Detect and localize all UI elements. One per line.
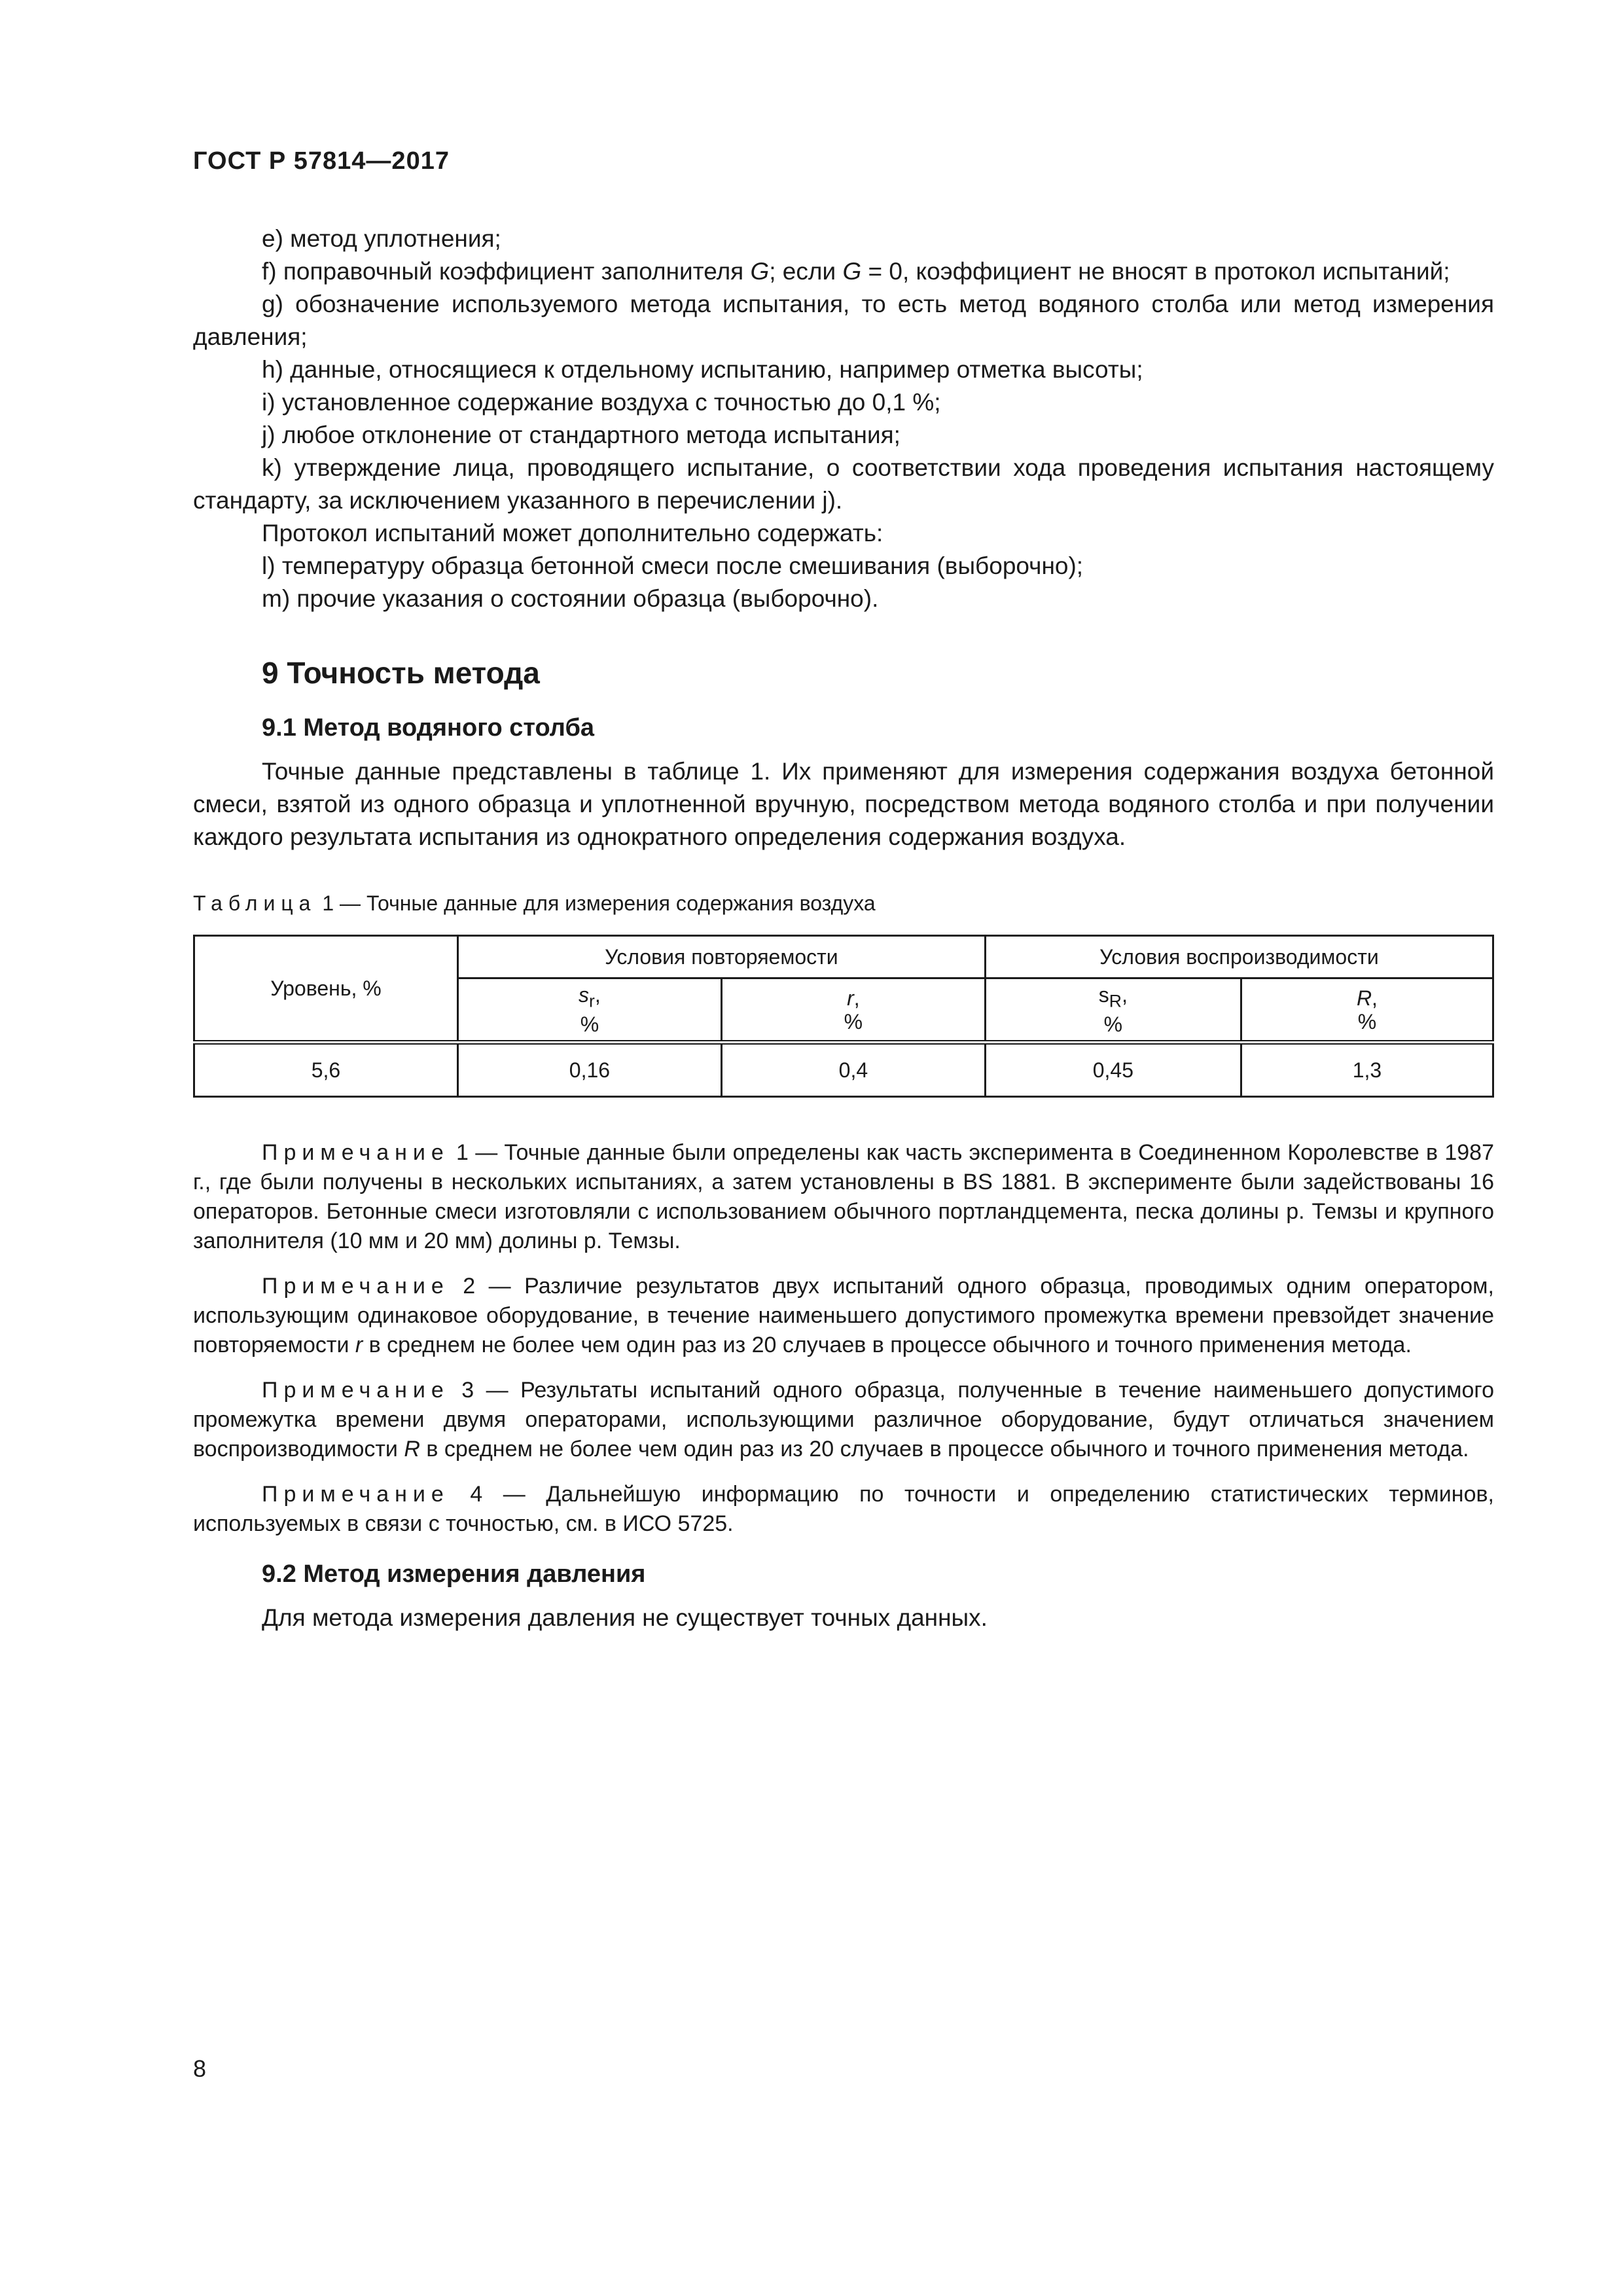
note-label: Примечание xyxy=(262,1482,450,1507)
note-label: Примечание xyxy=(262,1140,450,1166)
protocol-items-list xyxy=(193,223,1494,615)
header-repeatability: Условия повторяемости xyxy=(457,936,985,978)
cell-R: 1,3 xyxy=(1241,1043,1493,1097)
text-run: ; если xyxy=(769,258,843,285)
text-run: m) прочие указания о состоянии образца (выборочно). xyxy=(262,585,879,612)
italic-symbol: r xyxy=(355,1333,363,1358)
notes-list xyxy=(193,1138,1494,1539)
standard-header: ГОСТ Р 57814—2017 xyxy=(193,147,450,175)
note-item xyxy=(193,1480,1494,1539)
italic-symbol: R xyxy=(404,1437,420,1462)
list-item xyxy=(193,419,1494,452)
header-reproducibility: Условия воспроизводимости xyxy=(985,936,1493,978)
text-run: 1 — Точные данные были определены как часть эксперимента в Соединенном Королевстве в 1987 г., где были получены в нескольких испытаниях, а затем установлены в BS 1881. В эксперименте были задействованы 16 операторов. Бетонные смеси изготовляли с использованием обычного портландцемента, песка долины р. Темзы и крупного заполнителя (10 мм и 20 мм) долины р. Темзы. xyxy=(193,1140,1494,1254)
header-R: R, % xyxy=(1241,978,1493,1043)
note-item xyxy=(193,1376,1494,1464)
text-run: g) обозначение используемого метода испытания, то есть метод водяного столба или метод измерения давления; xyxy=(193,291,1494,350)
list-item xyxy=(193,583,1494,615)
text-run: l) температуру образца бетонной смеси после смешивания (выборочно); xyxy=(262,552,1084,579)
subsection-paragraph-9-1: Точные данные представлены в таблице 1. Их применяют для измерения содержания воздуха бетонной смеси, взятой из одного образца и уплотненной вручную, посредством метода водяного столба и при получении каждого результата испытания из однократного определения содержания воздуха. xyxy=(193,758,1494,850)
note-label: Примечание xyxy=(262,1274,450,1299)
text-run: = 0, коэффициент не вносят в протокол испытаний; xyxy=(861,258,1450,285)
text-run: в среднем не более чем один раз из 20 случаев в процессе обычного и точного применения метода. xyxy=(363,1333,1412,1358)
text-run: 3 — Результаты испытаний одного образца, полученные в течение наименьшего допустимого промежутка времени двумя операторами, использующими различное оборудование, будут отличаться значением воспроизводимости xyxy=(193,1378,1494,1462)
text-run: k) утверждение лица, проводящего испытание, о соответствии хода проведения испытания настоящему стандарту, за исключением указанного в перечислении j). xyxy=(193,454,1494,514)
list-item xyxy=(193,255,1494,288)
note-item xyxy=(193,1138,1494,1256)
text-run: 2 — Различие результатов двух испытаний одного образца, проводимых одним оператором, использующим одинаковое оборудование, в течение наименьшего допустимого промежутка времени превзойдет значение повторяемости xyxy=(193,1274,1494,1358)
section-heading: 9 Точность метода xyxy=(262,656,540,690)
text-run: e) метод уплотнения; xyxy=(262,225,501,252)
note-item xyxy=(193,1272,1494,1360)
subsection-paragraph-9-2: Для метода измерения давления не существует точных данных. xyxy=(262,1604,988,1632)
text-run: j) любое отклонение от стандартного метода испытания; xyxy=(262,422,901,448)
cell-sR: 0,45 xyxy=(985,1043,1241,1097)
table-caption xyxy=(193,890,1494,916)
text-run: i) установленное содержание воздуха с точностью до 0,1 %; xyxy=(262,389,941,416)
header-sR: $s_R$, % xyxy=(985,978,1241,1043)
subsection-heading-9-2: 9.2 Метод измерения давления xyxy=(262,1560,646,1588)
text-run: f) поправочный коэффициент заполнителя xyxy=(262,258,751,285)
text-run: в среднем не более чем один раз из 20 случаев в процессе обычного и точного применения метода. xyxy=(419,1437,1469,1462)
subsection-heading-9-1: 9.1 Метод водяного столба xyxy=(262,714,595,742)
cell-sr: 0,16 xyxy=(457,1043,721,1097)
text-run: Протокол испытаний может дополнительно содержать: xyxy=(262,520,883,547)
list-item xyxy=(193,517,1494,550)
precision-table xyxy=(193,935,1494,1098)
text-run: h) данные, относящиеся к отдельному испытанию, например отметка высоты; xyxy=(262,356,1143,383)
table-caption-label: Таблица xyxy=(193,891,317,915)
page-content xyxy=(193,223,1494,1634)
page-number: 8 xyxy=(193,2055,207,2082)
header-r: r, % xyxy=(721,978,985,1043)
table-header-row xyxy=(194,936,1493,978)
list-item xyxy=(193,223,1494,255)
list-item xyxy=(193,353,1494,386)
note-label: Примечание xyxy=(262,1378,450,1403)
table-caption-text: 1 — Точные данные для измерения содержания воздуха xyxy=(316,891,876,915)
list-item xyxy=(193,288,1494,353)
list-item xyxy=(193,550,1494,583)
italic-symbol: G xyxy=(750,258,770,285)
header-sr: $s_r$, % xyxy=(457,978,721,1043)
italic-symbol: G xyxy=(842,258,862,285)
header-level: Уровень, % xyxy=(194,936,458,1043)
cell-level: 5,6 xyxy=(194,1043,458,1097)
table-row xyxy=(194,1043,1493,1097)
text-run: 4 — Дальнейшую информацию по точности и определению статистических терминов, используемых в связи с точностью, см. в ИСО 5725. xyxy=(193,1482,1494,1537)
list-item xyxy=(193,452,1494,517)
cell-r: 0,4 xyxy=(721,1043,985,1097)
list-item xyxy=(193,386,1494,419)
